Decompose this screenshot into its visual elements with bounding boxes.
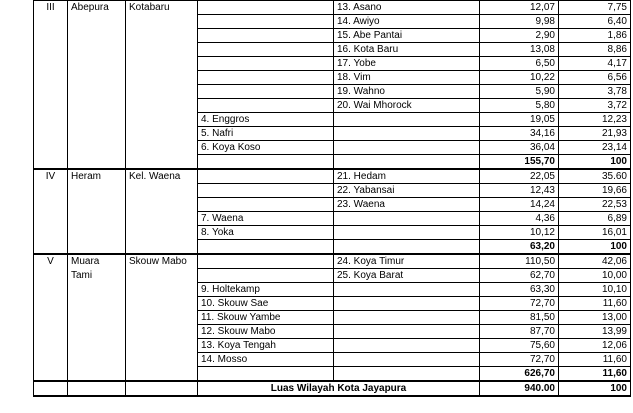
region-number-cell bbox=[34, 85, 68, 99]
kelurahan-cell: 10. Skouw Sae bbox=[198, 297, 334, 311]
empty-cell bbox=[68, 381, 126, 396]
region-number-cell bbox=[34, 297, 68, 311]
district-cell bbox=[68, 283, 126, 297]
subdistrict-cell bbox=[126, 353, 198, 367]
subdistrict-cell bbox=[126, 240, 198, 255]
region-number-cell bbox=[34, 367, 68, 382]
area-table-body bbox=[34, 1, 631, 397]
kampung-cell: 20. Wai Mhorock bbox=[334, 99, 480, 113]
kampung-cell: 18. Vim bbox=[334, 71, 480, 85]
kampung-cell: 14. Awiyo bbox=[334, 15, 480, 29]
subdistrict-cell bbox=[126, 113, 198, 127]
subdistrict-cell bbox=[126, 155, 198, 170]
table-row bbox=[34, 169, 631, 184]
percent-cell: 19,66 bbox=[559, 184, 631, 198]
kelurahan-cell: 5. Nafri bbox=[198, 127, 334, 141]
region-number-cell: III bbox=[34, 1, 68, 15]
kampung-cell bbox=[334, 311, 480, 325]
kelurahan-cell bbox=[198, 57, 334, 71]
subdistrict-cell bbox=[126, 325, 198, 339]
table-row bbox=[34, 141, 631, 155]
subdistrict-cell bbox=[126, 15, 198, 29]
table-row bbox=[34, 311, 631, 325]
subdistrict-cell bbox=[126, 141, 198, 155]
district-cell bbox=[68, 141, 126, 155]
table-row bbox=[34, 226, 631, 240]
area-cell: 6,50 bbox=[480, 57, 559, 71]
area-cell: 72,70 bbox=[480, 353, 559, 367]
subdistrict-cell bbox=[126, 311, 198, 325]
percent-cell: 13,99 bbox=[559, 325, 631, 339]
region-number-cell bbox=[34, 155, 68, 170]
district-cell bbox=[68, 212, 126, 226]
percent-cell: 10,00 bbox=[559, 269, 631, 283]
area-cell: 72,70 bbox=[480, 297, 559, 311]
region-number-cell bbox=[34, 113, 68, 127]
subdistrict-cell bbox=[126, 29, 198, 43]
area-cell: 10,12 bbox=[480, 226, 559, 240]
table-row bbox=[34, 29, 631, 43]
kampung-cell bbox=[334, 141, 480, 155]
table-row bbox=[34, 1, 631, 15]
percent-cell: 6,89 bbox=[559, 212, 631, 226]
kampung-cell: 22. Yabansai bbox=[334, 184, 480, 198]
subtotal-row bbox=[34, 155, 631, 170]
kelurahan-cell bbox=[198, 155, 334, 170]
table-row bbox=[34, 269, 631, 283]
table-row bbox=[34, 339, 631, 353]
area-cell: 12,07 bbox=[480, 1, 559, 15]
kampung-cell bbox=[334, 240, 480, 255]
area-cell: 5,90 bbox=[480, 85, 559, 99]
area-cell: 63,30 bbox=[480, 283, 559, 297]
table-row bbox=[34, 127, 631, 141]
district-cell: Abepura bbox=[68, 1, 126, 15]
kampung-cell bbox=[334, 367, 480, 382]
region-number-cell bbox=[34, 184, 68, 198]
area-cell: 10,22 bbox=[480, 71, 559, 85]
table-row bbox=[34, 254, 631, 269]
percent-cell: 12,23 bbox=[559, 113, 631, 127]
grand-total-row bbox=[34, 381, 631, 396]
area-cell: 2,90 bbox=[480, 29, 559, 43]
district-cell bbox=[68, 367, 126, 382]
subdistrict-cell bbox=[126, 297, 198, 311]
empty-cell bbox=[34, 381, 68, 396]
table-row bbox=[34, 198, 631, 212]
region-number-cell bbox=[34, 240, 68, 255]
table-row bbox=[34, 71, 631, 85]
district-cell bbox=[68, 127, 126, 141]
district-cell: Tami bbox=[68, 269, 126, 283]
percent-cell: 1,86 bbox=[559, 29, 631, 43]
percent-cell: 13,00 bbox=[559, 311, 631, 325]
kelurahan-cell bbox=[198, 15, 334, 29]
area-cell: 626,70 bbox=[480, 367, 559, 382]
kelurahan-cell: 4. Enggros bbox=[198, 113, 334, 127]
region-number-cell bbox=[34, 43, 68, 57]
area-cell: 155,70 bbox=[480, 155, 559, 170]
district-cell bbox=[68, 29, 126, 43]
subdistrict-cell bbox=[126, 85, 198, 99]
subdistrict-cell bbox=[126, 226, 198, 240]
area-cell: 62,70 bbox=[480, 269, 559, 283]
grand-total-label: Luas Wilayah Kota Jayapura bbox=[198, 381, 480, 396]
table-row bbox=[34, 184, 631, 198]
area-cell: 14,24 bbox=[480, 198, 559, 212]
region-number-cell bbox=[34, 353, 68, 367]
percent-cell: 22,53 bbox=[559, 198, 631, 212]
district-cell bbox=[68, 311, 126, 325]
kampung-cell: 21. Hedam bbox=[334, 169, 480, 184]
subdistrict-cell bbox=[126, 269, 198, 283]
district-cell bbox=[68, 226, 126, 240]
area-cell: 81,50 bbox=[480, 311, 559, 325]
kelurahan-cell bbox=[198, 1, 334, 15]
grand-total-percent: 100 bbox=[559, 381, 631, 396]
region-number-cell bbox=[34, 141, 68, 155]
district-cell bbox=[68, 198, 126, 212]
subdistrict-cell bbox=[126, 367, 198, 382]
district-cell bbox=[68, 155, 126, 170]
table-row bbox=[34, 43, 631, 57]
kampung-cell: 23. Waena bbox=[334, 198, 480, 212]
table-row bbox=[34, 99, 631, 113]
kelurahan-cell bbox=[198, 184, 334, 198]
region-number-cell bbox=[34, 339, 68, 353]
district-cell bbox=[68, 297, 126, 311]
percent-cell: 8,86 bbox=[559, 43, 631, 57]
table-row bbox=[34, 297, 631, 311]
district-cell: Heram bbox=[68, 169, 126, 184]
subdistrict-cell bbox=[126, 339, 198, 353]
region-number-cell bbox=[34, 127, 68, 141]
region-number-cell bbox=[34, 269, 68, 283]
kampung-cell bbox=[334, 353, 480, 367]
district-cell bbox=[68, 353, 126, 367]
subdistrict-cell bbox=[126, 184, 198, 198]
percent-cell: 11,60 bbox=[559, 353, 631, 367]
kampung-cell: 25. Koya Barat bbox=[334, 269, 480, 283]
table-row bbox=[34, 57, 631, 71]
area-cell: 75,60 bbox=[480, 339, 559, 353]
region-number-cell: V bbox=[34, 254, 68, 269]
district-cell bbox=[68, 15, 126, 29]
subdistrict-cell: Kotabaru bbox=[126, 1, 198, 15]
percent-cell: 10,10 bbox=[559, 283, 631, 297]
table-row bbox=[34, 85, 631, 99]
kampung-cell: 15. Abe Pantai bbox=[334, 29, 480, 43]
subdistrict-cell bbox=[126, 198, 198, 212]
kampung-cell bbox=[334, 113, 480, 127]
table-row bbox=[34, 113, 631, 127]
area-cell: 110,50 bbox=[480, 254, 559, 269]
region-number-cell bbox=[34, 57, 68, 71]
subdistrict-cell bbox=[126, 57, 198, 71]
subtotal-row bbox=[34, 240, 631, 255]
percent-cell: 100 bbox=[559, 155, 631, 170]
region-number-cell bbox=[34, 198, 68, 212]
region-number-cell bbox=[34, 283, 68, 297]
kelurahan-cell bbox=[198, 43, 334, 57]
kelurahan-cell bbox=[198, 254, 334, 269]
area-cell: 13,08 bbox=[480, 43, 559, 57]
kampung-cell bbox=[334, 127, 480, 141]
district-cell bbox=[68, 184, 126, 198]
percent-cell: 12,06 bbox=[559, 339, 631, 353]
percent-cell: 16,01 bbox=[559, 226, 631, 240]
kampung-cell: 17. Yobe bbox=[334, 57, 480, 71]
percent-cell: 3,72 bbox=[559, 99, 631, 113]
percent-cell: 42,06 bbox=[559, 254, 631, 269]
subdistrict-cell: Kel. Waena bbox=[126, 169, 198, 184]
kampung-cell bbox=[334, 339, 480, 353]
empty-cell bbox=[126, 381, 198, 396]
kampung-cell: 19. Wahno bbox=[334, 85, 480, 99]
region-number-cell bbox=[34, 325, 68, 339]
kelurahan-cell: 11. Skouw Yambe bbox=[198, 311, 334, 325]
kelurahan-cell: 13. Koya Tengah bbox=[198, 339, 334, 353]
kelurahan-cell: 14. Mosso bbox=[198, 353, 334, 367]
kampung-cell bbox=[334, 297, 480, 311]
percent-cell: 21,93 bbox=[559, 127, 631, 141]
kampung-cell bbox=[334, 212, 480, 226]
region-number-cell bbox=[34, 212, 68, 226]
table-row bbox=[34, 15, 631, 29]
kelurahan-cell bbox=[198, 198, 334, 212]
kelurahan-cell bbox=[198, 99, 334, 113]
area-cell: 22,05 bbox=[480, 169, 559, 184]
subdistrict-cell bbox=[126, 283, 198, 297]
kelurahan-cell bbox=[198, 29, 334, 43]
subdistrict-cell bbox=[126, 43, 198, 57]
area-cell: 5,80 bbox=[480, 99, 559, 113]
district-cell bbox=[68, 57, 126, 71]
kelurahan-cell bbox=[198, 240, 334, 255]
percent-cell: 7,75 bbox=[559, 1, 631, 15]
area-table-container bbox=[33, 0, 631, 397]
percent-cell: 6,40 bbox=[559, 15, 631, 29]
percent-cell: 6,56 bbox=[559, 71, 631, 85]
kelurahan-cell bbox=[198, 169, 334, 184]
area-cell: 12,43 bbox=[480, 184, 559, 198]
area-cell: 9,98 bbox=[480, 15, 559, 29]
kelurahan-cell bbox=[198, 269, 334, 283]
kampung-cell: 13. Asano bbox=[334, 1, 480, 15]
kelurahan-cell: 6. Koya Koso bbox=[198, 141, 334, 155]
grand-total-area: 940.00 bbox=[480, 381, 559, 396]
table-row bbox=[34, 212, 631, 226]
region-number-cell: IV bbox=[34, 169, 68, 184]
area-cell: 63,20 bbox=[480, 240, 559, 255]
subdistrict-cell bbox=[126, 71, 198, 85]
subdistrict-cell: Skouw Mabo bbox=[126, 254, 198, 269]
district-cell: Muara bbox=[68, 254, 126, 269]
percent-cell: 11,60 bbox=[559, 297, 631, 311]
kelurahan-cell: 12. Skouw Mabo bbox=[198, 325, 334, 339]
district-cell bbox=[68, 99, 126, 113]
area-cell: 4,36 bbox=[480, 212, 559, 226]
district-cell bbox=[68, 339, 126, 353]
district-cell bbox=[68, 325, 126, 339]
kampung-cell bbox=[334, 226, 480, 240]
area-cell: 36,04 bbox=[480, 141, 559, 155]
kelurahan-cell bbox=[198, 85, 334, 99]
subdistrict-cell bbox=[126, 99, 198, 113]
subtotal-row bbox=[34, 367, 631, 382]
percent-cell: 35.60 bbox=[559, 169, 631, 184]
subdistrict-cell bbox=[126, 127, 198, 141]
district-cell bbox=[68, 240, 126, 255]
area-cell: 34,16 bbox=[480, 127, 559, 141]
kampung-cell bbox=[334, 325, 480, 339]
table-row bbox=[34, 353, 631, 367]
region-number-cell bbox=[34, 15, 68, 29]
district-cell bbox=[68, 71, 126, 85]
table-row bbox=[34, 325, 631, 339]
kelurahan-cell: 9. Holtekamp bbox=[198, 283, 334, 297]
region-number-cell bbox=[34, 226, 68, 240]
area-table bbox=[33, 0, 631, 397]
percent-cell: 100 bbox=[559, 240, 631, 255]
subdistrict-cell bbox=[126, 212, 198, 226]
kampung-cell: 24. Koya Timur bbox=[334, 254, 480, 269]
table-row bbox=[34, 283, 631, 297]
kelurahan-cell: 8. Yoka bbox=[198, 226, 334, 240]
percent-cell: 11,60 bbox=[559, 367, 631, 382]
district-cell bbox=[68, 113, 126, 127]
area-cell: 19,05 bbox=[480, 113, 559, 127]
percent-cell: 3,78 bbox=[559, 85, 631, 99]
kampung-cell: 16. Kota Baru bbox=[334, 43, 480, 57]
kelurahan-cell bbox=[198, 367, 334, 382]
area-cell: 87,70 bbox=[480, 325, 559, 339]
percent-cell: 23,14 bbox=[559, 141, 631, 155]
region-number-cell bbox=[34, 71, 68, 85]
kelurahan-cell: 7. Waena bbox=[198, 212, 334, 226]
percent-cell: 4,17 bbox=[559, 57, 631, 71]
kampung-cell bbox=[334, 155, 480, 170]
kampung-cell bbox=[334, 283, 480, 297]
region-number-cell bbox=[34, 311, 68, 325]
region-number-cell bbox=[34, 99, 68, 113]
kelurahan-cell bbox=[198, 71, 334, 85]
region-number-cell bbox=[34, 29, 68, 43]
district-cell bbox=[68, 85, 126, 99]
district-cell bbox=[68, 43, 126, 57]
